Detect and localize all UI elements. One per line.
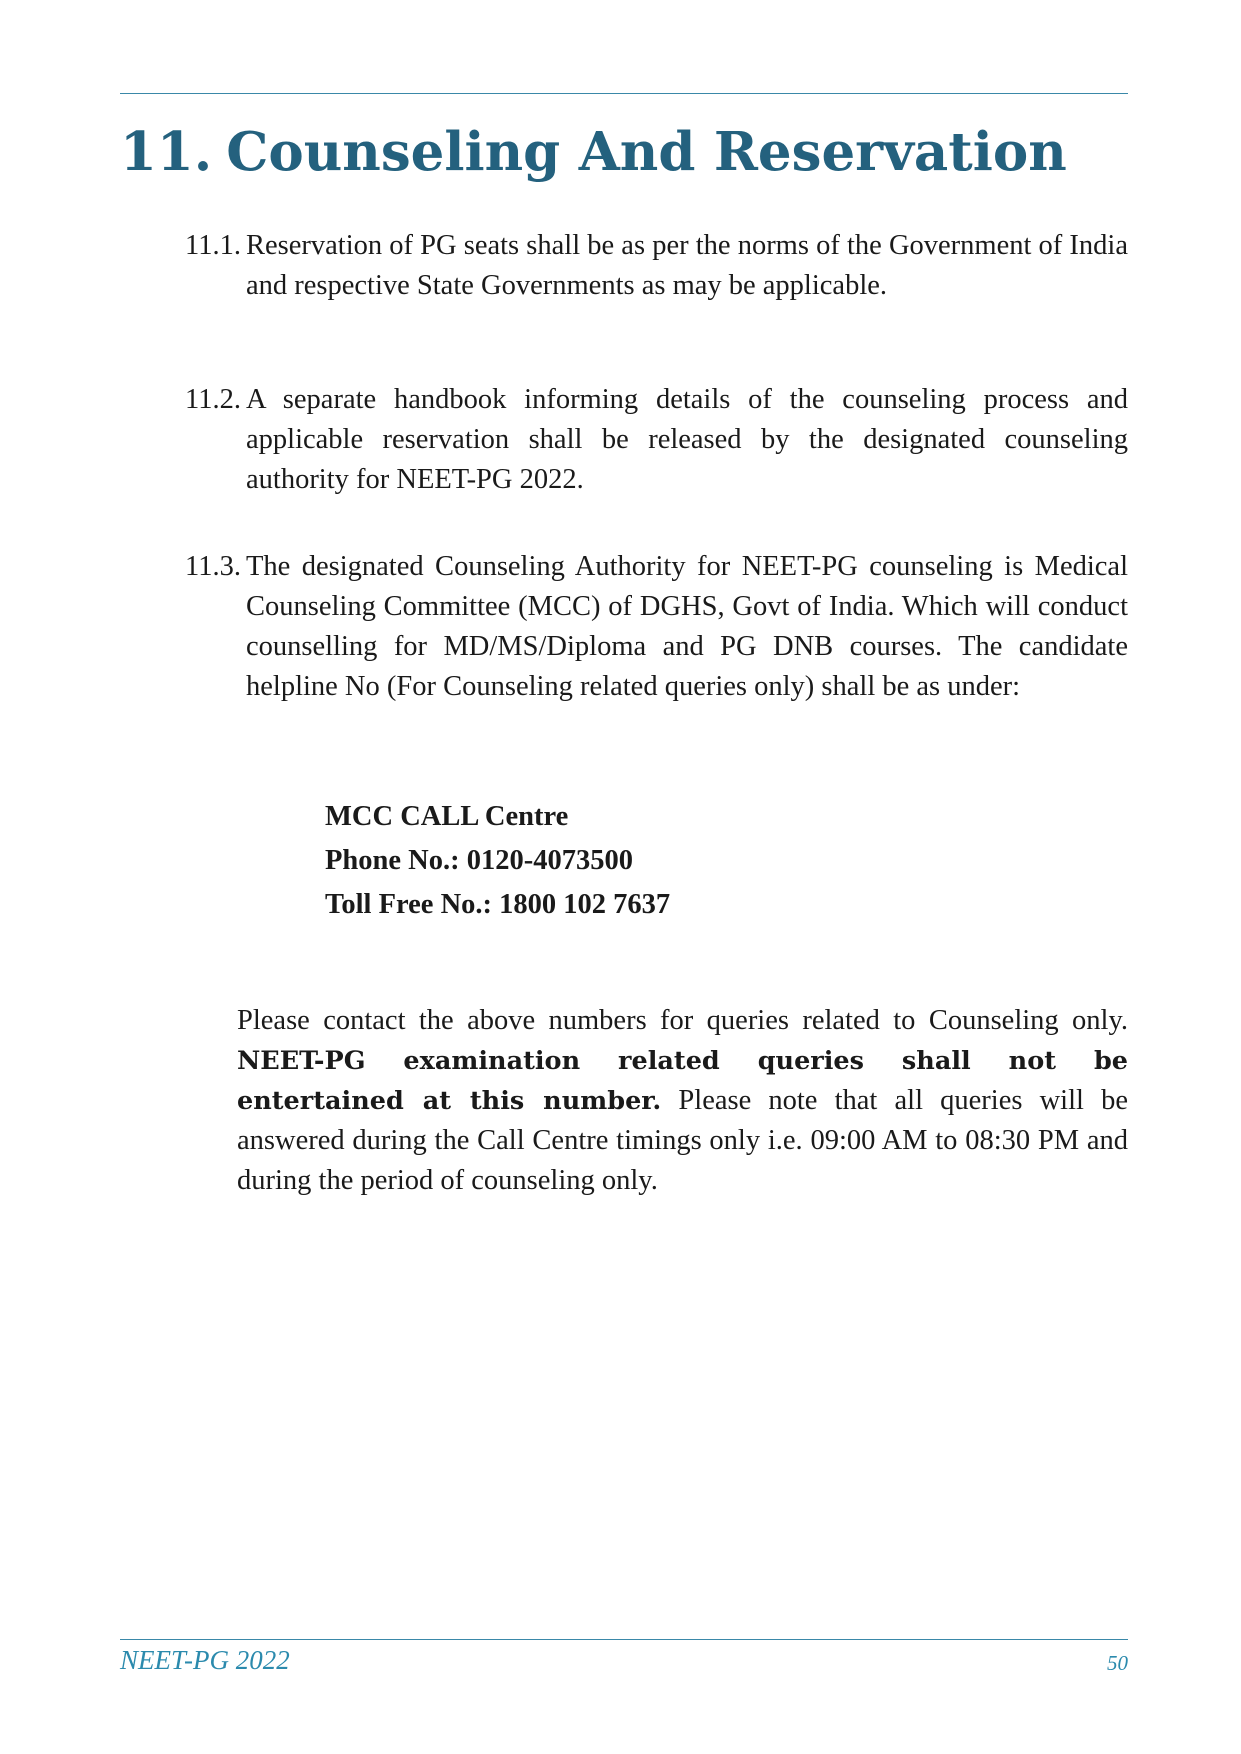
note-tail: Please note that all queries will be answered during the Call Centre timings only i.e. 09:00 AM to 08:30 PM and during the period of counseling only.	[237, 1084, 1128, 1196]
phone-number: Phone No.: 0120-4073500	[325, 845, 633, 876]
top-divider	[120, 93, 1128, 94]
item-text: The designated Counseling Authority for NEET-PG counseling is Medical Counseling Committee (MCC) of DGHS, Govt of India. Which will conduct counselling for MD/MS/Diploma and PG DNB courses. The candidate helpline No (For Counseling related queries only) shall be as under:	[246, 551, 1128, 702]
section-title: Counseling And Reservation	[226, 121, 1067, 183]
item-number: 11.2.	[185, 384, 241, 415]
list-item	[185, 547, 1128, 707]
list-item	[185, 380, 1128, 500]
contact-block	[325, 795, 670, 927]
note-lead: Please contact the above numbers for queries related to Counseling only.	[237, 1004, 1128, 1036]
call-centre-name: MCC CALL Centre	[325, 801, 569, 832]
list-item	[185, 226, 1128, 306]
contact-note	[237, 1001, 1128, 1201]
page-number: 50	[1107, 1651, 1128, 1675]
item-text: A separate handbook informing details of the counseling process and applicable reservation shall be released by the designated counseling authority for NEET-PG 2022.	[246, 384, 1128, 495]
note-warning: NEET-PG examination related queries shall not be entertained at this number.	[237, 1045, 1128, 1116]
footer-title: NEET-PG 2022	[120, 1645, 290, 1675]
section-heading	[120, 112, 1067, 192]
bottom-divider	[120, 1639, 1128, 1640]
section-number: 11.	[120, 121, 213, 183]
item-text: Reservation of PG seats shall be as per the norms of the Government of India and respective State Governments as may be applicable.	[246, 230, 1128, 301]
item-number: 11.3.	[185, 551, 241, 582]
toll-free-number: Toll Free No.: 1800 102 7637	[325, 889, 671, 920]
item-number: 11.1.	[185, 230, 241, 261]
